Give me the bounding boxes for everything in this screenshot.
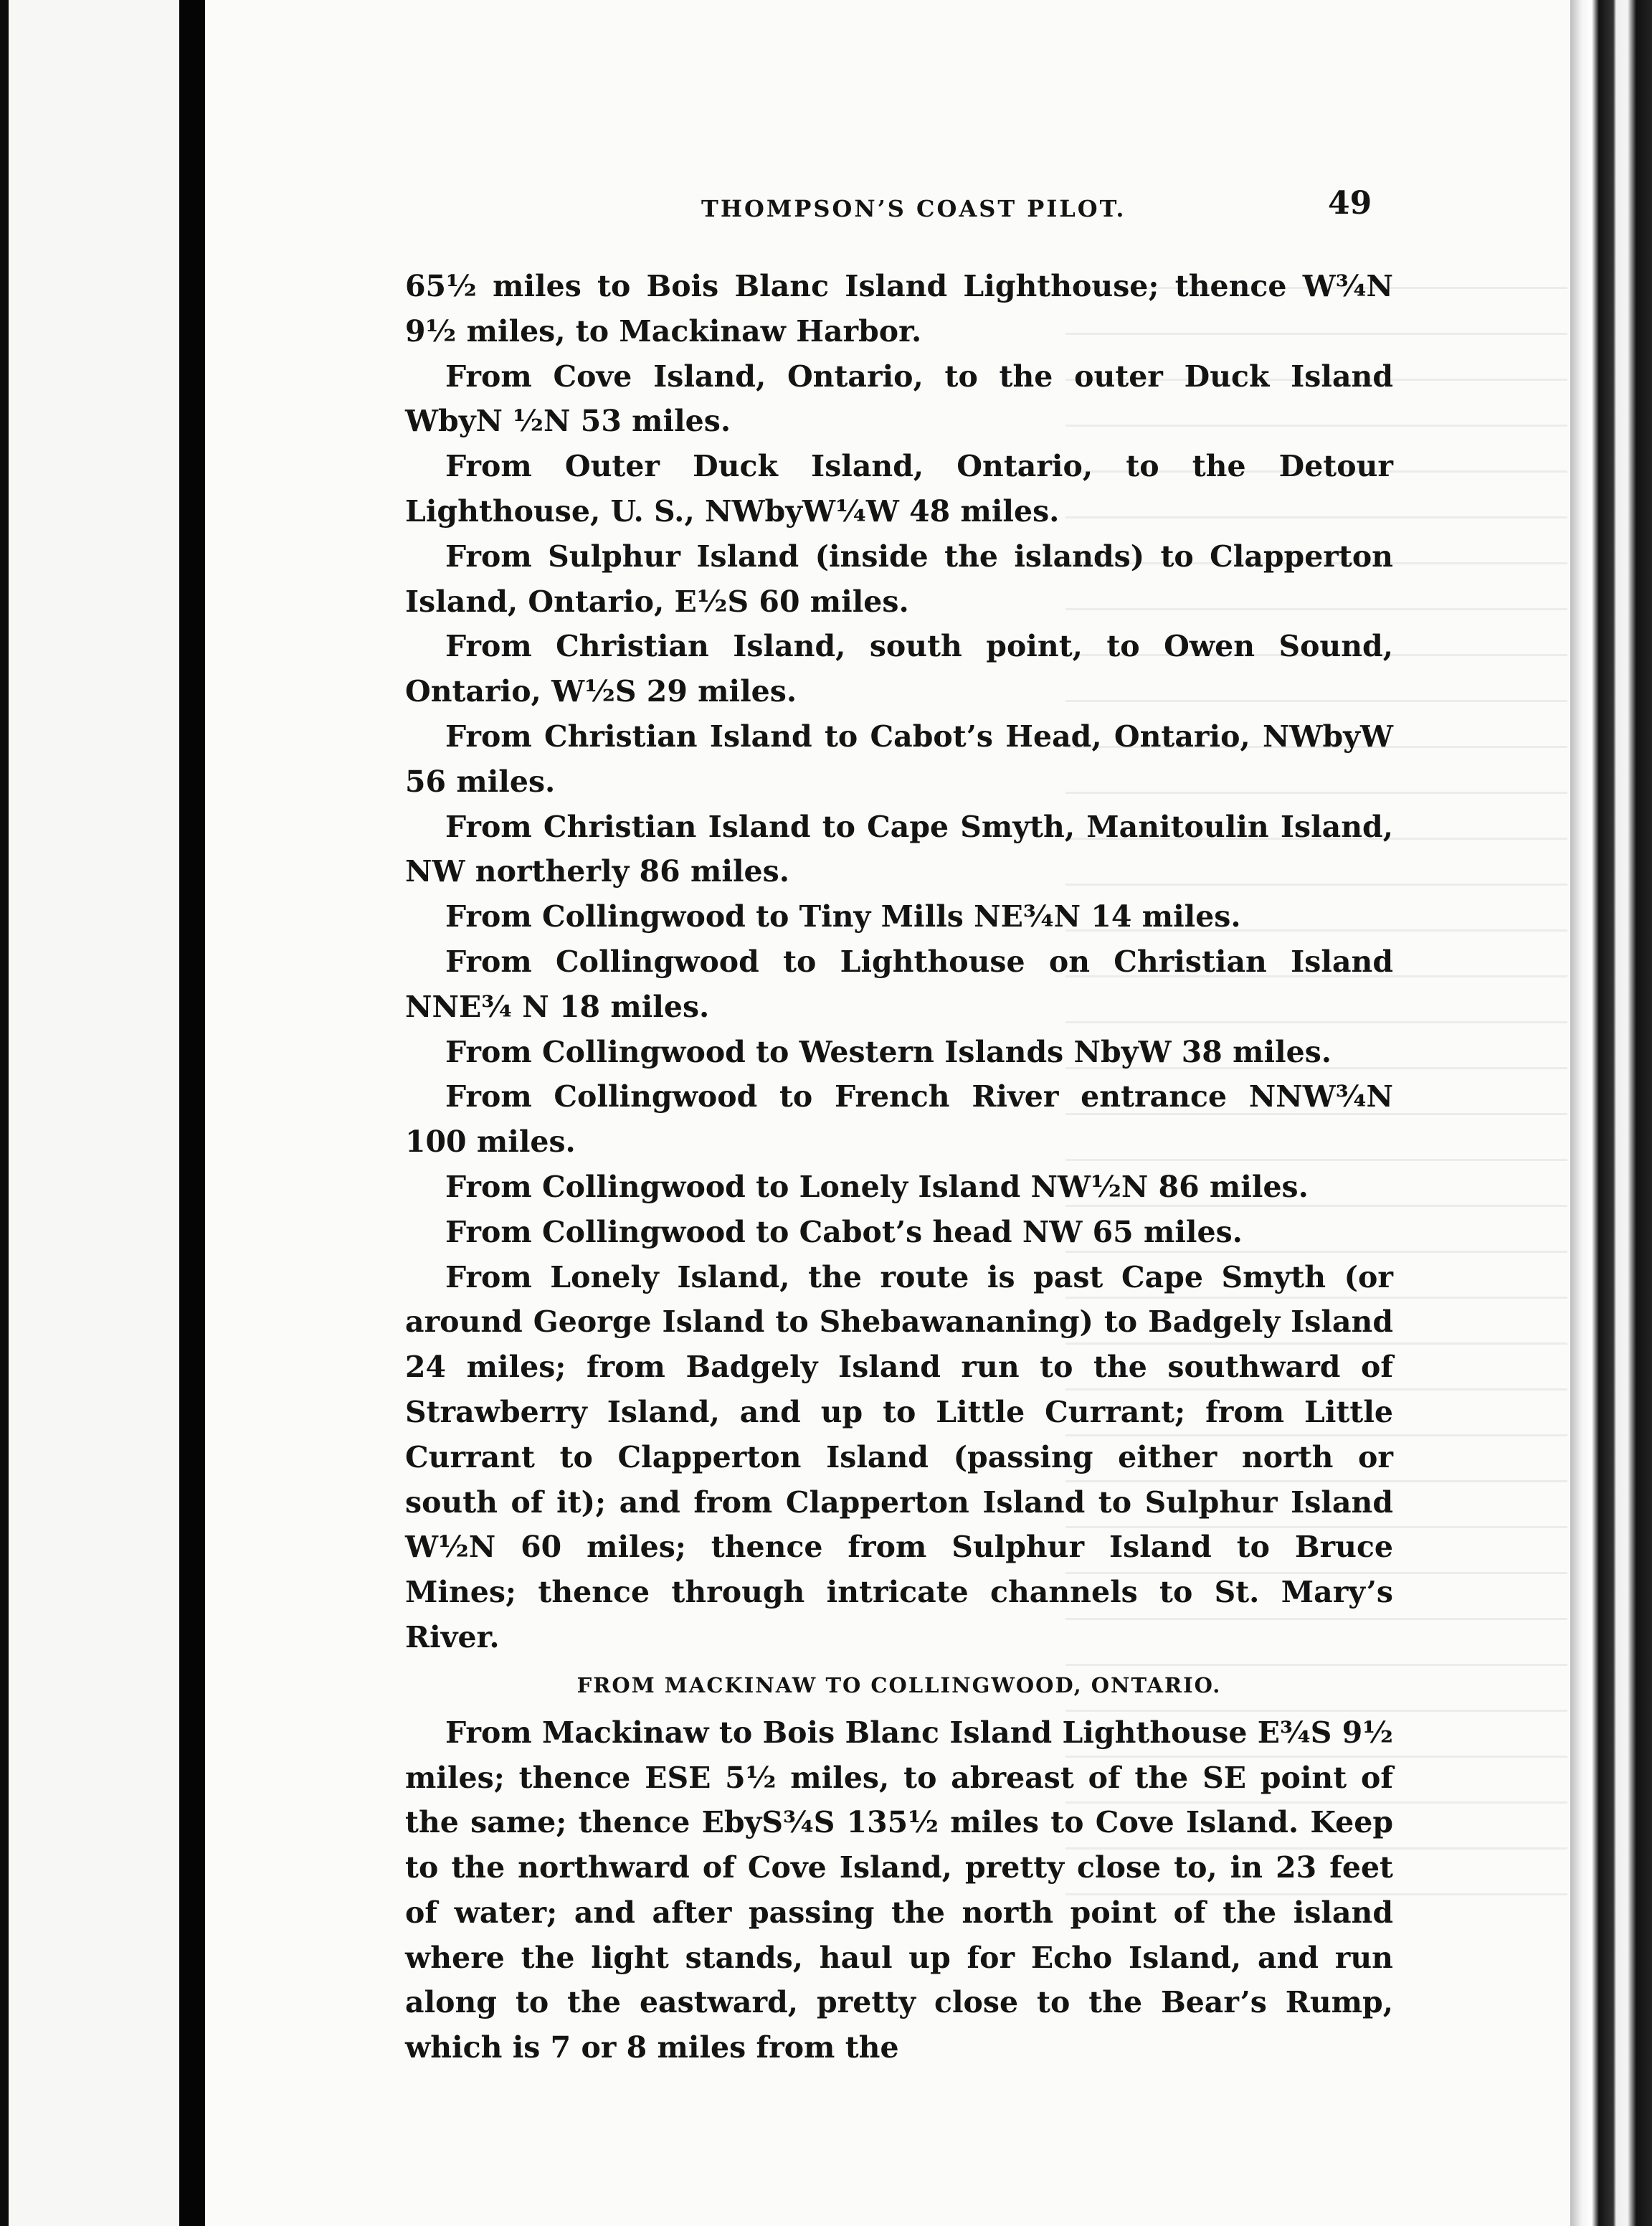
running-header: THOMPSON’S COAST PILOT. bbox=[701, 195, 1126, 222]
paragraph: From Collingwood to Cabot’s head NW 65 miles. bbox=[445, 1214, 1243, 1249]
paragraph: From Collingwood to Lonely Island NW½N 86 miles. bbox=[445, 1169, 1309, 1204]
paragraph: From Christian Island to Cabot’s Head, Ontario, NWbyW 56 miles. bbox=[405, 719, 1393, 799]
paragraph: From Christian Island, south point, to Owen Sound, Ontario, W½S 29 miles. bbox=[405, 629, 1393, 709]
paragraph: From Mackinaw to Bois Blanc Island Lighthouse E¾S 9½ miles; thence ESE 5½ miles, to abreast of the SE point of the same; thence EbyS¾S 135½ miles to Cove Island. Keep to the northward of Cove Island, pretty close to, in 23 feet of water; and after passing the north point of the island where the light stands, haul up for Echo Island, and run along to the eastward, pretty close to the Bear’s Rump, which is 7 or 8 miles from the bbox=[405, 1715, 1393, 2065]
paragraph: From Christian Island to Cape Smyth, Manitoulin Island, NW northerly 86 miles. bbox=[405, 809, 1393, 889]
paragraph: From Outer Duck Island, Ontario, to the Detour Lighthouse, U. S., NWbyW¼W 48 miles. bbox=[405, 449, 1393, 529]
section-heading: FROM MACKINAW TO COLLINGWOOD, ONTARIO. bbox=[576, 1672, 1222, 1697]
paragraph: 65½ miles to Bois Blanc Island Lighthouse; thence W¾N 9½ miles, to Mackinaw Harbor. bbox=[405, 269, 1393, 349]
paragraph: From Collingwood to Western Islands NbyW 38 miles. bbox=[445, 1034, 1332, 1069]
paragraph: From Collingwood to Tiny Mills NE¾N 14 miles. bbox=[445, 899, 1241, 934]
paragraph: From Collingwood to Lighthouse on Christian Island NNE¾ N 18 miles. bbox=[405, 944, 1393, 1024]
page-body bbox=[405, 264, 1393, 2070]
book-gutter bbox=[179, 0, 205, 2226]
facing-page-edge bbox=[9, 0, 179, 2226]
paragraph: From Cove Island, Ontario, to the outer Duck Island WbyN ½N 53 miles. bbox=[405, 359, 1393, 439]
page-stack-edge bbox=[1570, 0, 1652, 2226]
page-number: 49 bbox=[1328, 185, 1372, 222]
paragraph: From Sulphur Island (inside the islands) to Clapperton Island, Ontario, E½S 60 miles. bbox=[405, 539, 1393, 619]
paragraph: From Collingwood to French River entrance NNW¾N 100 miles. bbox=[405, 1079, 1393, 1160]
paragraph: From Lonely Island, the route is past Cape Smyth (or around George Island to Shebawananing) to Badgely Island 24 miles; from Badgely Island run to the southward of Strawberry Island, and up to Little Currant; from Little Currant to Clapperton Island (passing either north or south of it); and from Clapperton Island to Sulphur Island W½N 60 miles; thence from Sulphur Island to Bruce Mines; thence through intricate channels to St. Mary’s River. bbox=[405, 1259, 1393, 1654]
